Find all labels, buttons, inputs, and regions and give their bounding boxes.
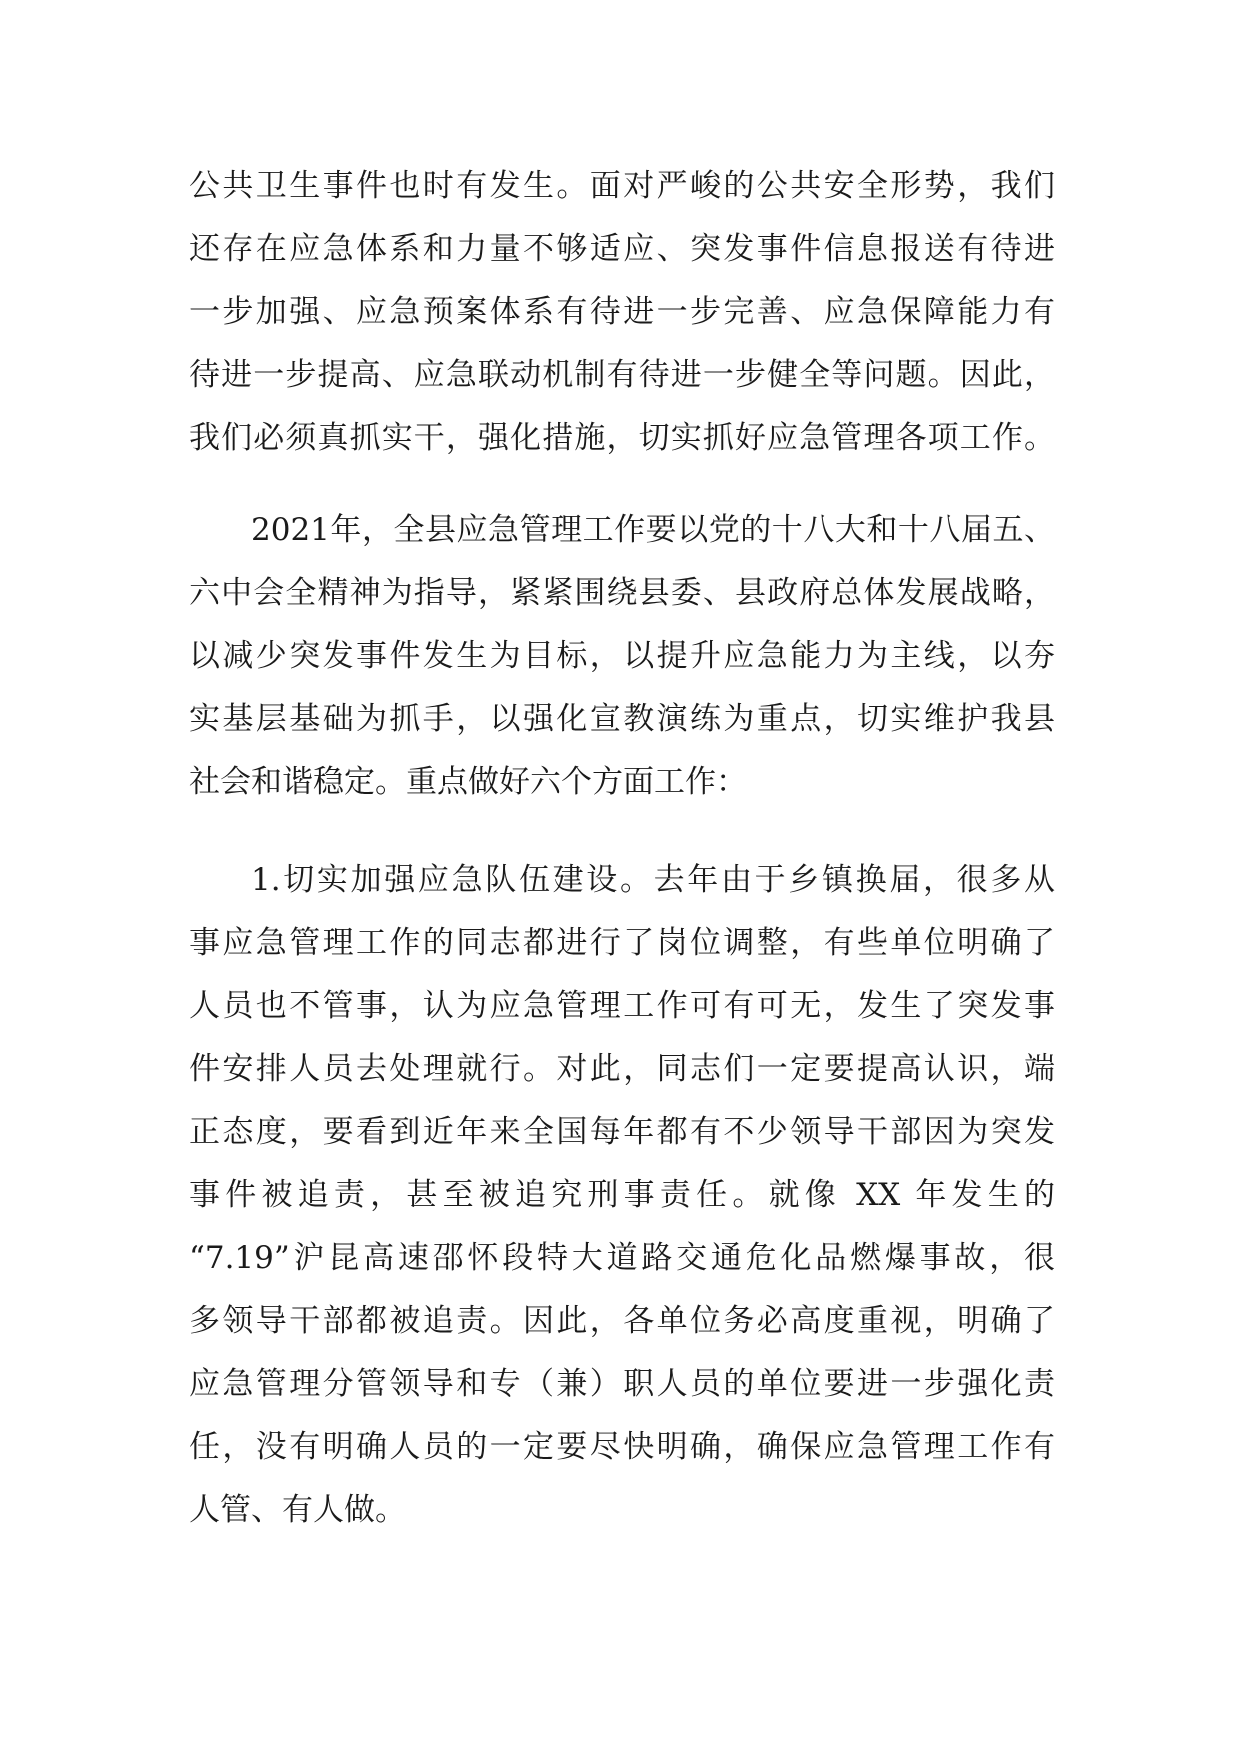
paragraph-line: 事件被追责，甚至被追究刑事责任。就像 XX 年发生的 — [189, 1177, 1055, 1213]
paragraph-2021-plan — [189, 499, 1055, 814]
paragraph-line: 还存在应急体系和力量不够适应、突发事件信息报送有待进 — [189, 231, 1055, 267]
paragraph-line: 应急管理分管领导和专（兼）职人员的单位要进一步强化责 — [189, 1366, 1055, 1402]
paragraph-line: 以减少突发事件发生为目标，以提升应急能力为主线，以夯 — [189, 638, 1055, 674]
paragraph-line: 社会和谐稳定。重点做好六个方面工作： — [189, 764, 747, 800]
paragraph-team-building — [189, 849, 1055, 1542]
paragraph-line: 一步加强、应急预案体系有待进一步完善、应急保障能力有 — [189, 294, 1055, 330]
paragraph-line: “7.19”沪昆高速邵怀段特大道路交通危化品燃爆事故，很 — [189, 1240, 1055, 1276]
paragraph-line: 1.切实加强应急队伍建设。去年由于乡镇换届，很多从 — [251, 862, 1055, 898]
paragraph-line: 六中会全精神为指导，紧紧围绕县委、县政府总体发展战略， — [189, 575, 1055, 611]
paragraph-line: 件安排人员去处理就行。对此，同志们一定要提高认识，端 — [189, 1051, 1055, 1087]
paragraph-line: 我们必须真抓实干，强化措施，切实抓好应急管理各项工作。 — [189, 420, 1055, 456]
paragraph-line: 待进一步提高、应急联动机制有待进一步健全等问题。因此， — [189, 357, 1055, 393]
paragraph-line: 正态度，要看到近年来全国每年都有不少领导干部因为突发 — [189, 1114, 1055, 1150]
paragraph-line: 公共卫生事件也时有发生。面对严峻的公共安全形势，我们 — [189, 168, 1055, 204]
paragraph-line: 事应急管理工作的同志都进行了岗位调整，有些单位明确了 — [189, 925, 1055, 961]
paragraph-line: 多领导干部都被追责。因此，各单位务必高度重视，明确了 — [189, 1303, 1055, 1339]
paragraph-line: 人管、有人做。 — [189, 1492, 406, 1528]
paragraph-line: 任，没有明确人员的一定要尽快明确，确保应急管理工作有 — [189, 1429, 1055, 1465]
paragraph-line: 人员也不管事，认为应急管理工作可有可无，发生了突发事 — [189, 988, 1055, 1024]
paragraph-line: 2021年，全县应急管理工作要以党的十八大和十八届五、 — [251, 512, 1055, 548]
paragraph-line: 实基层基础为抓手，以强化宣教演练为重点，切实维护我县 — [189, 701, 1055, 737]
paragraph-public-safety — [189, 155, 1055, 470]
